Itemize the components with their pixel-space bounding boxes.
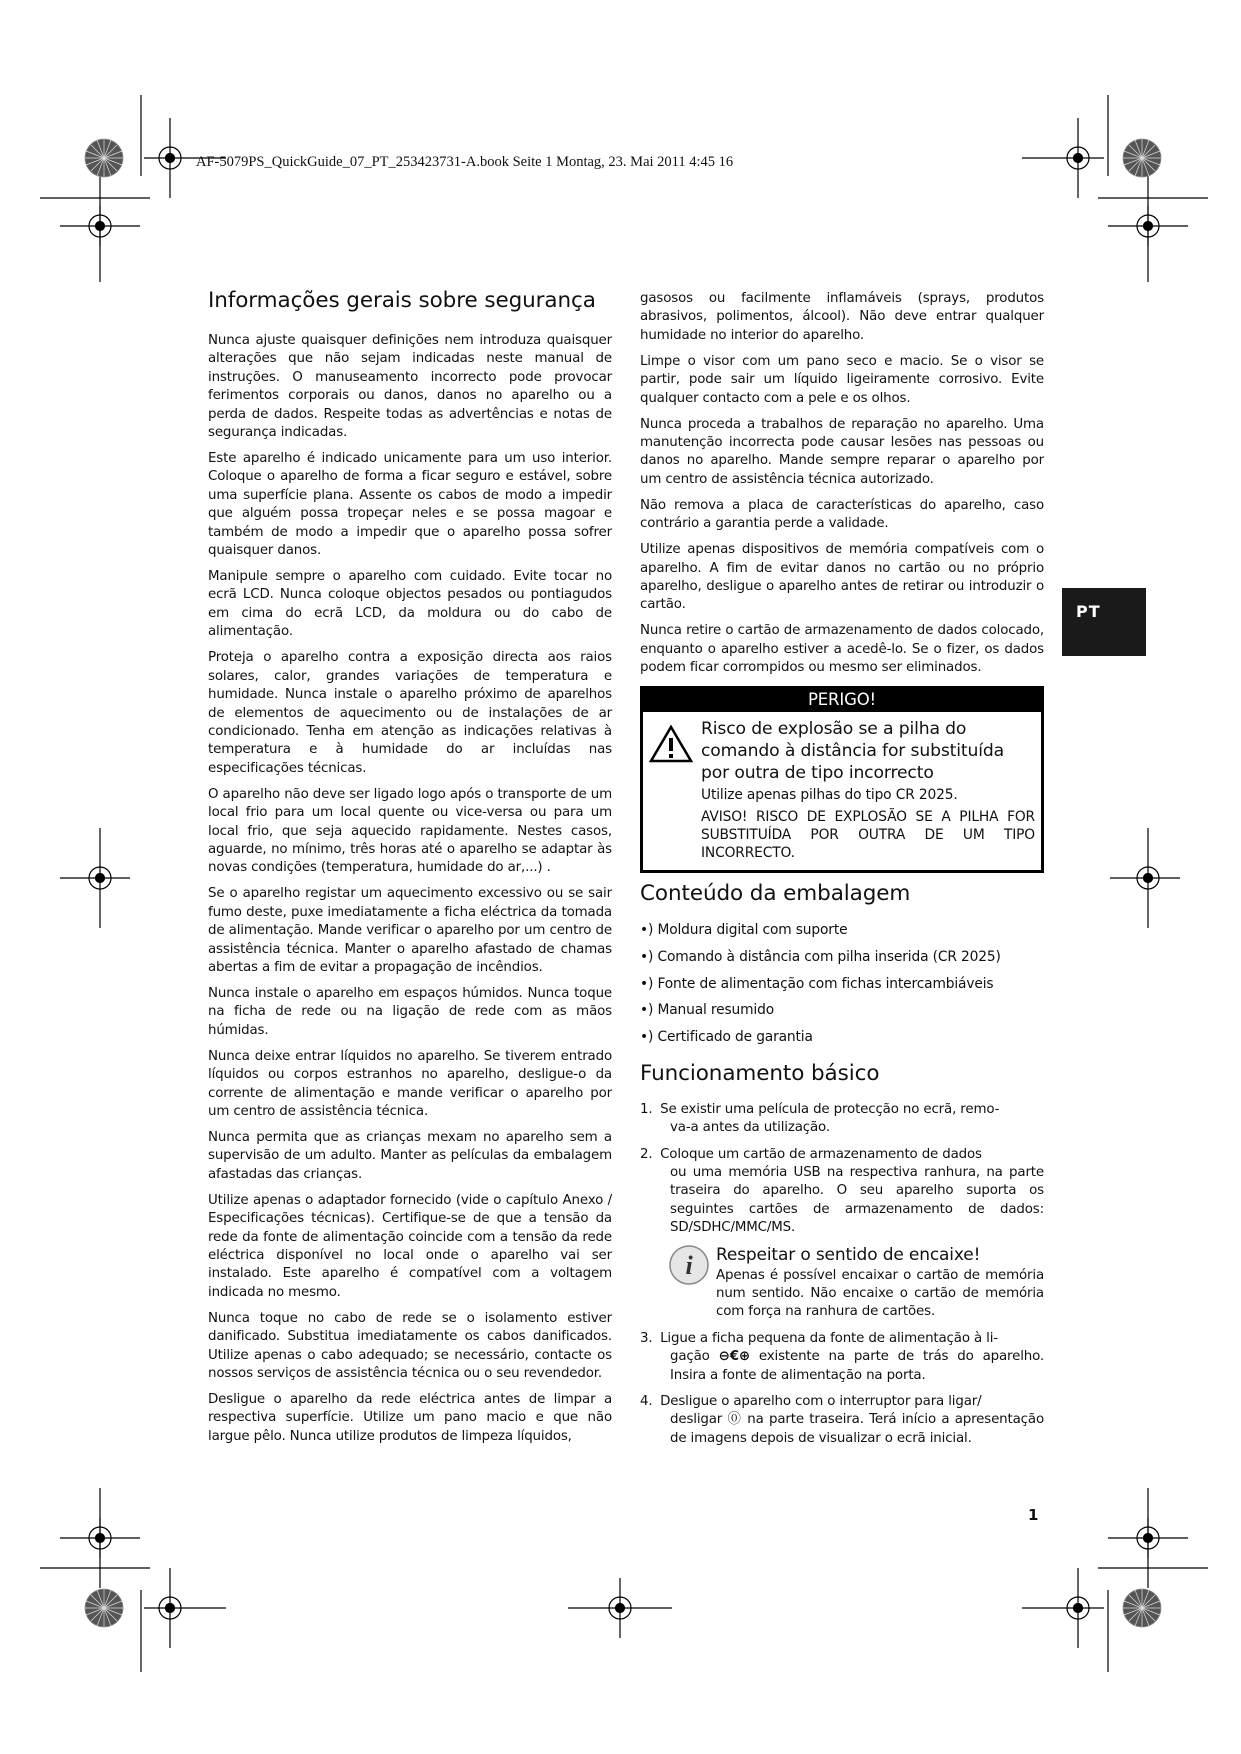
step-number: 2. — [640, 1146, 653, 1162]
danger-label: PERIGO! — [643, 689, 1041, 712]
step-item — [640, 1330, 1044, 1385]
package-list — [640, 921, 1044, 1047]
warning-triangle-icon — [649, 718, 701, 866]
note-text: Apenas é possível encaixar o cartão de memória num sentido. Não encaixe o cartão de memória com força na ranhura de cartões. — [716, 1267, 1044, 1320]
file-header: AF-5079PS_QuickGuide_07_PT_253423731-A.book Seite 1 Montag, 23. Mai 2011 4:45 16 — [196, 154, 734, 170]
step-text: existente na parte de trás do aparelho. Insira a fonte de alimentação na porta. — [670, 1349, 1045, 1383]
info-note — [668, 1244, 1044, 1322]
step-number: 1. — [640, 1101, 653, 1117]
language-tab — [1062, 588, 1146, 656]
safety-paragraph: Desligue o aparelho da rede eléctrica antes de limpar a respectiva superfície. Utilize um pano macio e que não largue pêlo. Nunca utilize produtos de limpeza líquidos, — [208, 1392, 612, 1444]
note-title: Respeitar o sentido de encaixe! — [716, 1244, 981, 1265]
danger-line: Utilize apenas pilhas do tipo CR 2025. — [701, 787, 958, 804]
step-text: na parte traseira. Terá início a apresentação de imagens depois de visualizar o ecrã inicial. — [670, 1412, 1044, 1446]
safety-paragraph: Utilize apenas dispositivos de memória compatíveis com o aparelho. A fim de evitar danos no cartão ou no próprio aparelho, desligue o aparelho antes de retirar ou introduzir o cartão. — [640, 542, 1044, 613]
step-item — [640, 1101, 1044, 1138]
step-text: Se existir uma película de protecção no ecrã, remo- — [660, 1101, 1000, 1117]
power-switch-icon: ⓪ — [727, 1412, 742, 1428]
left-column — [208, 288, 612, 1454]
step-text: Ligue a ficha pequena da fonte de alimentação à li- — [660, 1330, 998, 1346]
safety-paragraph: Nunca retire o cartão de armazenamento de dados colocado, enquanto o aparelho estiver a acedê-lo. Se o fizer, os dados podem ficar corrompidos ou mesmo ser eliminados. — [640, 623, 1044, 676]
safety-paragraph: Se o aparelho registar um aquecimento excessivo ou se sair fumo deste, puxe imediatamente a ficha eléctrica da tomada de alimentação. Mande verificar o aparelho por um centro de assistência técnica. Manter o aparelho afastado de chamas abertas a fim de evitar a propagação de incêndios. — [208, 886, 612, 975]
info-icon — [668, 1244, 716, 1322]
safety-paragraph: O aparelho não deve ser ligado logo após o transporte de um local frio para um local quente ou vice-versa ou para um local frio, que seja aquecido rapidamente. Nestes casos, aguarde, no mínimo, três horas até o aparelho se adaptar às novas condições (temperatura, humidade do ar,...) . — [208, 786, 612, 876]
list-item: •) Certificado de garantia — [640, 1029, 813, 1046]
safety-paragraph: Manipule sempre o aparelho com cuidado. Evite tocar no ecrã LCD. Nunca coloque objectos pesados ou pontiagudos em cima do ecrã LCD, da moldura ou do cabo de alimentação. — [208, 569, 612, 640]
step-text: desligar — [670, 1412, 723, 1428]
safety-paragraph: Nunca ajuste quaisquer definições nem introduza quaisquer alterações que não sejam indicadas neste manual de instruções. O manuseamento incorrecto pode provocar ferimentos corporais ou danos, danos no aparelho ou a perda de dados. Respeite todas as advertências e notas de segurança indicadas. — [208, 333, 612, 441]
danger-warning: AVISO! RISCO DE EXPLOSÃO SE A PILHA FOR SUBSTITUÍDA POR OUTRA DE UM TIPO INCORRECTO. — [701, 809, 1035, 862]
list-item: •) Manual resumido — [640, 1002, 774, 1019]
step-item — [640, 1146, 1044, 1322]
safety-paragraph: Nunca instale o aparelho em espaços húmidos. Nunca toque na ficha de rede ou na ligação de rede com as mãos húmidas. — [208, 985, 612, 1038]
danger-title: Risco de explosão se a pilha do comando à distância for substituída por outra de tipo incorrecto — [701, 719, 1004, 784]
list-item: •) Fonte de alimentação com fichas intercambiáveis — [640, 975, 994, 992]
page-number: 1 — [1028, 1506, 1039, 1524]
steps-list — [640, 1101, 1044, 1449]
safety-paragraph: Proteja o aparelho contra a exposição directa aos raios solares, calor, grandes variações de temperatura e humidade. Nunca instale o aparelho próximo de aparelhos de elementos de aquecimento ou de instalações de ar condicionado. Tenha em atenção as indicações relativas à temperatura e à humidade do ar incluídas nas especificações técnicas. — [208, 650, 612, 776]
safety-paragraph: Não remova a placa de características do aparelho, caso contrário a garantia perde a validade. — [640, 497, 1044, 532]
safety-paragraph: Nunca proceda a trabalhos de reparação no aparelho. Uma manutenção incorrecta pode causar lesões nas pessoas ou danos no aparelho. Mande sempre reparar o aparelho por um centro de assistência técnica autorizado. — [640, 416, 1044, 487]
list-item: •) Moldura digital com suporte — [640, 922, 848, 939]
basic-title: Funcionamento básico — [640, 1060, 880, 1086]
danger-box — [640, 686, 1044, 873]
safety-paragraph: Este aparelho é indicado unicamente para um uso interior. Coloque o aparelho de forma a ficar seguro e estável, sobre uma superfície plana. Assente os cabos de modo a impedir que alguém possa tropeçar neles e se possa magoar e também de modo a impedir que o aparelho possa sofrer quaisquer danos. — [208, 451, 612, 559]
safety-paragraph: Nunca deixe entrar líquidos no aparelho. Se tiverem entrado líquidos ou corpos estranhos no aparelho, desligue-o da corrente de alimentação e mande verificar o aparelho por um centro de assistência técnica. — [208, 1048, 612, 1119]
step-text: gação — [670, 1349, 710, 1365]
step-text: Coloque um cartão de armazenamento de dados — [660, 1146, 982, 1162]
safety-title: Informações gerais sobre segurança — [208, 288, 596, 313]
language-tab-label: PT — [1076, 602, 1101, 621]
safety-paragraph: Limpe o visor com um pano seco e macio. Se o visor se partir, pode sair um líquido ligeiramente corrosivo. Evite qualquer contacto com a pele e os olhos. — [640, 353, 1044, 406]
safety-paragraph: Utilize apenas o adaptador fornecido (vide o capítulo Anexo / Especificações técnicas). Certifique-se de que a tensão da rede da fonte de alimentação coincide com a tensão da rede eléctrica disponível no local onde o aparelho vai ser instalado. Este aparelho é compatível com a voltagem indicada no mesmo. — [208, 1192, 612, 1300]
right-column — [640, 290, 1044, 1456]
step-number: 4. — [640, 1393, 653, 1409]
package-title: Conteúdo da embalagem — [640, 881, 911, 907]
svg-text:i: i — [685, 1250, 693, 1280]
step-text: ou uma memória USB na respectiva ranhura, na parte traseira do aparelho. O seu aparelho suporta os seguintes cartões de armazenamento de dados: SD/SDHC/MMC/MS. — [670, 1164, 1044, 1236]
step-text: Desligue o aparelho com o interruptor para ligar/ — [660, 1393, 982, 1409]
step-text: va-a antes da utilização. — [670, 1120, 830, 1136]
list-item: •) Comando à distância com pilha inserida (CR 2025) — [640, 948, 1001, 965]
step-number: 3. — [640, 1330, 653, 1346]
step-item — [640, 1393, 1044, 1448]
safety-paragraph: Nunca permita que as crianças mexam no aparelho sem a supervisão de um adulto. Manter as películas da embalagem afastadas das crianças. — [208, 1130, 612, 1182]
dc-polarity-icon: ⊖€⊕ — [718, 1349, 750, 1365]
safety-paragraph: gasosos ou facilmente inflamáveis (sprays, produtos abrasivos, polimentos, álcool). Não deve entrar qualquer humidade no interior do aparelho. — [640, 291, 1044, 343]
safety-paragraph: Nunca toque no cabo de rede se o isolamento estiver danificado. Substitua imediatamente os cabos danificados. Utilize apenas o cabo adequado; se necessário, contacte os nossos serviços de assistência técnica ou o seu revendedor. — [208, 1310, 612, 1382]
